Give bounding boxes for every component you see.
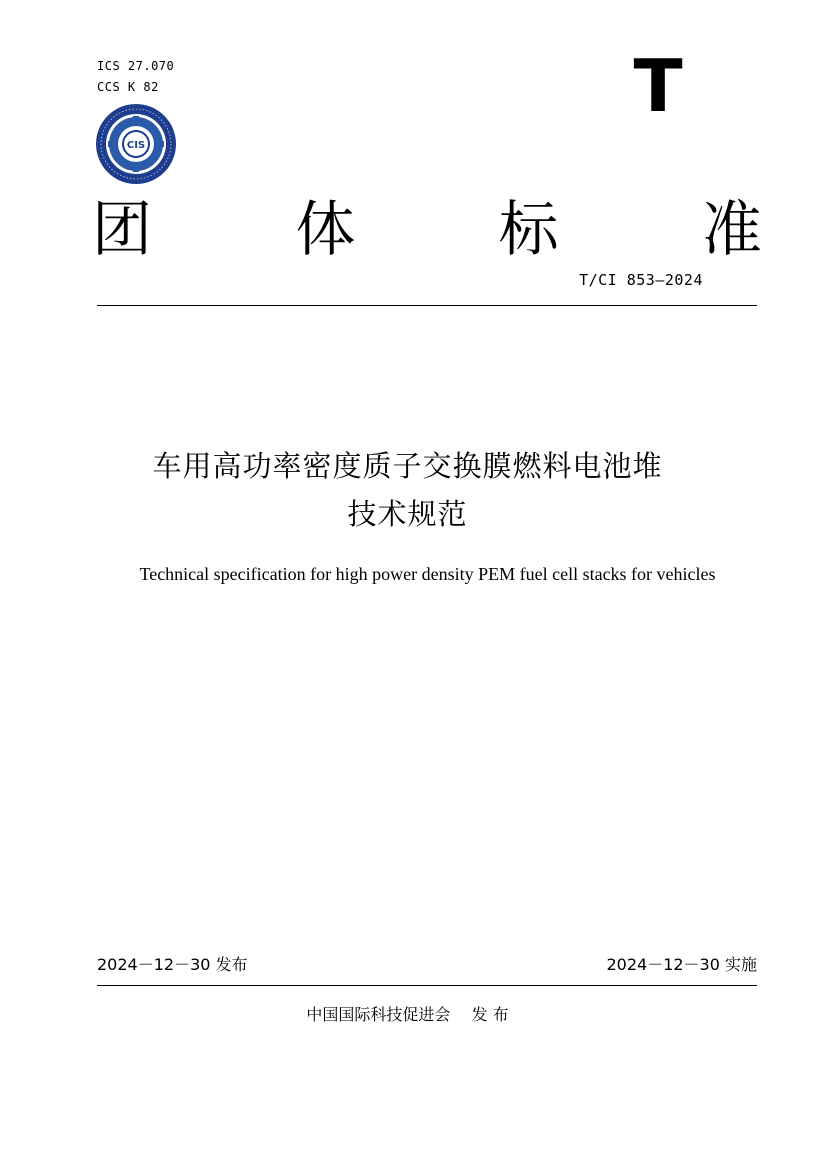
bottom-divider (97, 985, 757, 986)
standard-type-char: 准 (701, 195, 762, 265)
ccs-code: CCS K 82 (97, 80, 159, 94)
issuer: 中国国际科技促进会 发 布 (306, 1005, 509, 1024)
standard-code: T/CI 853—2024 (579, 271, 703, 289)
standard-type-char: 团 (92, 195, 152, 265)
ics-code: ICS 27.070 (97, 59, 175, 73)
logo-center-text: CIS (126, 140, 146, 151)
publish-date: 2024－12－30 发布 (97, 955, 248, 974)
standard-category-letter: T (633, 44, 683, 128)
title-cn-line1: 车用高功率密度质子交换膜燃料电池堆 (152, 449, 663, 483)
standard-type-char: 体 (295, 195, 356, 265)
standard-type-char: 标 (498, 195, 559, 265)
implement-date: 2024－12－30 实施 (606, 955, 757, 974)
top-divider (97, 305, 757, 306)
standard-type-heading (92, 190, 762, 270)
title-cn-line2: 技术规范 (347, 497, 468, 531)
organization-seal-logo (95, 103, 177, 185)
title-en: Technical specification for high power density PEM fuel cell stacks for vehicles (139, 564, 716, 584)
